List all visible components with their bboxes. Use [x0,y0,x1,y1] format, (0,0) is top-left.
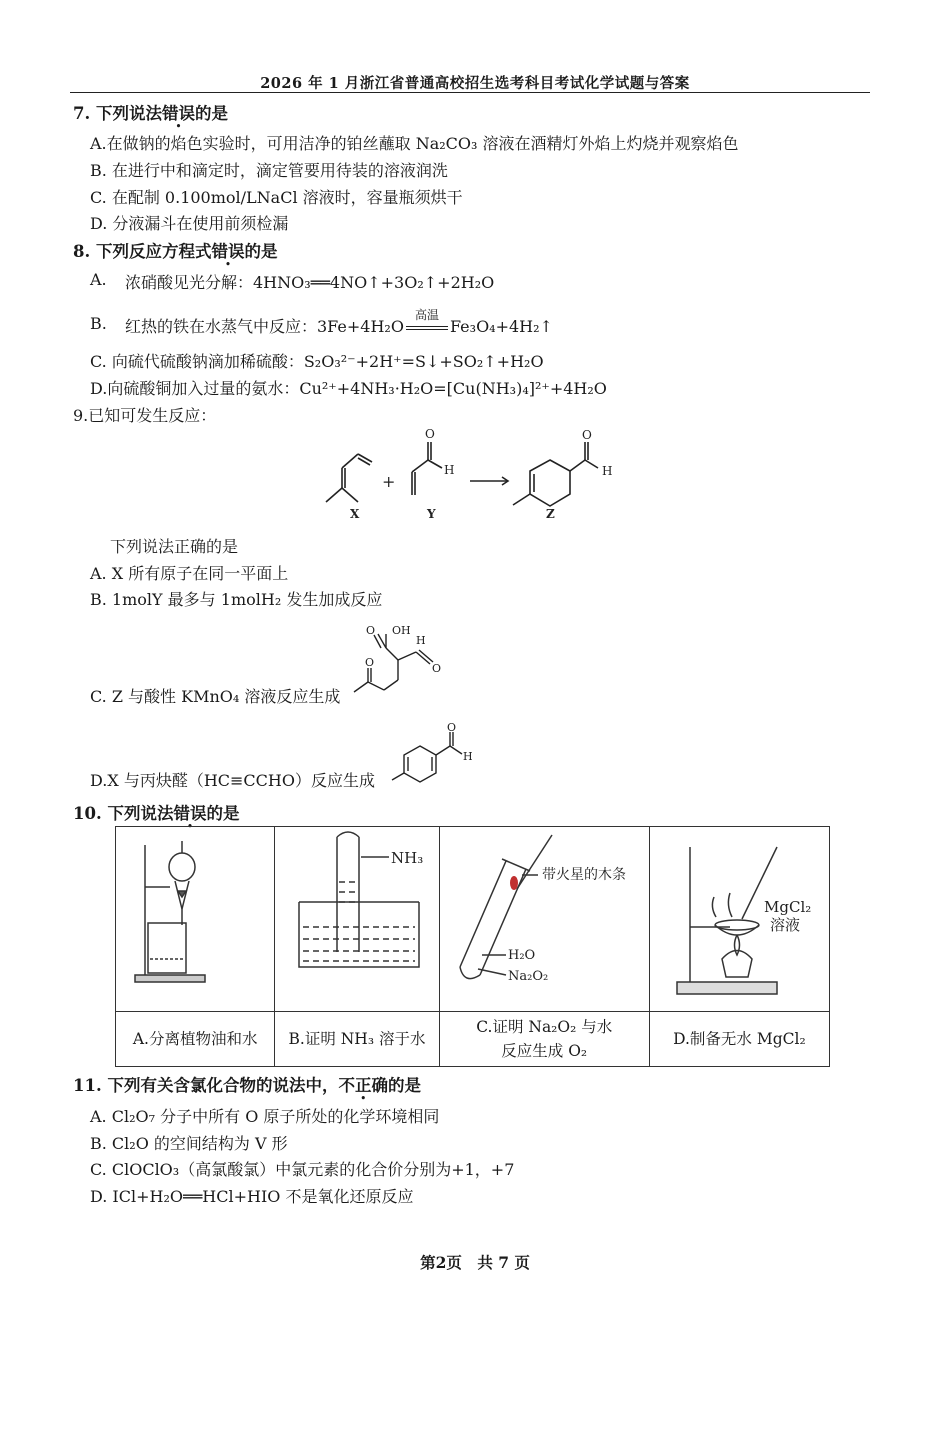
z-ring [530,460,570,506]
page-header: 2026 年 1 月浙江省普通高校招生选考科目考试化学试题与答案 [260,75,690,92]
q9-prompt: 下列说法正确的是 [110,537,239,556]
q7-option-b: B. 在进行中和滴定时，滴定管要用待装的溶液润洗 [90,161,448,180]
svg-text:O: O [366,624,376,637]
splint-label: 带火星的木条 [541,867,626,883]
emphasis-dots: 错误 [211,242,245,261]
svg-text:H: H [416,634,426,647]
y-bond [412,460,428,472]
q7-option-a: A.在做钠的焰色实验时，可用洁净的铂丝蘸取 Na₂CO₃ 溶液在酒精灯外焰上灼烧并观察焰色 [90,134,739,153]
caption-d: D.制备无水 MgCl₂ [649,1012,829,1067]
label-z: Z [546,507,555,521]
caption-a: A.分离植物油和水 [116,1012,275,1067]
x-bond [326,488,342,502]
question-11-stem: 11. 下列有关含氯化合物的说法中，不正确的是 [73,1076,421,1095]
solution-label: 溶液 [769,916,800,934]
q9-option-c: C. Z 与酸性 KMnO₄ 溶液反应生成 [90,687,341,706]
x-bond [342,454,358,468]
q7-option-c: C. 在配制 0.100mol/LNaCl 溶液时，容量瓶须烘干 [90,188,463,207]
emphasis-dots: 错误 [173,804,207,823]
apparatus-d-image [649,827,829,1012]
apparatus-c-image [439,827,649,1012]
label-y: Y [427,507,436,521]
reaction-scheme-svg [300,420,640,532]
q9-option-b: B. 1molY 最多与 1molH₂ 发生加成反应 [90,590,383,609]
page-footer: 第2页 共 7 页 [420,1253,530,1272]
reaction-arrow-condition: 高温 [404,317,450,336]
q7-option-d: D. 分液漏斗在使用前须检漏 [90,214,289,233]
label-o: O [425,427,435,441]
nh3-tube-illustration [279,827,434,1007]
svg-text:H: H [463,750,473,763]
nh3-label: NH₃ [391,849,424,867]
q8-option-a: 浓硝酸见光分解：4HNO₃══4NO↑+3O₂↑+2H₂O [125,273,495,292]
q9-option-a: A. X 所有原子在同一平面上 [90,564,289,583]
label-x: X [350,507,360,521]
option-d-structure-svg [390,720,480,790]
svg-text:O: O [432,662,442,675]
svg-text:O: O [447,721,457,734]
svg-text:O: O [365,656,375,669]
na2o2-label: Na₂O₂ [507,969,548,984]
q11-option-c: C. ClOClO₃（高氯酸氯）中氯元素的化合价分别为+1，+7 [90,1160,515,1179]
q11-option-b: B. Cl₂O 的空间结构为 V 形 [90,1134,288,1153]
q8-option-b: 红热的铁在水蒸气中反应：3Fe+4H₂O 高温 Fe₃O₄+4H₂↑ [125,308,553,336]
label-o: O [582,428,592,442]
x-bond [358,454,372,462]
mgcl2-label: MgCl₂ [763,898,812,916]
q8-option-a-label: A. [90,270,107,289]
label-h: H [602,464,613,478]
y-bond [428,460,442,468]
test-tube-splint-illustration [442,827,647,1007]
evaporation-illustration [652,827,827,1007]
plus-sign: + [382,472,396,491]
caption-b: B.证明 NH₃ 溶于水 [275,1012,439,1067]
z-bond [585,460,598,468]
z-methyl [513,494,530,505]
q8-option-d: D.向硫酸铜加入过量的氨水：Cu²⁺+4NH₃·H₂O=[Cu(NH₃)₄]²⁺+4H₂O [90,379,607,398]
q11-option-a: A. Cl₂O₇ 分子中所有 O 原子所处的化学环境相同 [90,1107,440,1126]
apparatus-a-image [116,827,275,1012]
question-10-stem: 10. 下列说法错误的是 [73,804,240,823]
question-8-stem: 8. 下列反应方程式错误的是 [73,242,278,261]
q8-option-b-label: B. [90,314,107,333]
emphasis-dots: 不正确 [338,1076,388,1095]
apparatus-b-image [275,827,439,1012]
z-bond [570,460,585,471]
q8-option-c: C. 向硫代硫酸钠滴加稀硫酸：S₂O₃²⁻+2H⁺=S↓+SO₂↑+H₂O [90,352,544,371]
question-9-stem: 9.已知可发生反应： [73,406,217,425]
glowing-ember [510,876,518,890]
caption-c: C.证明 Na₂O₂ 与水 反应生成 O₂ [439,1012,649,1067]
x-bond [342,488,358,502]
header-rule [70,92,870,93]
q9-option-d: D.X 与丙炔醛（HC≡CCHO）反应生成 [90,771,375,790]
separatory-funnel-illustration [120,827,270,1007]
apparatus-table [115,826,830,1067]
h2o-label: H₂O [507,948,535,963]
question-7-stem: 7. 下列说法错误的是 [73,104,228,123]
option-c-structure-svg [350,618,450,703]
svg-text:OH: OH [392,624,411,637]
q11-option-d: D. ICl+H₂O══HCl+HIO 不是氧化还原反应 [90,1187,414,1206]
label-h: H [444,463,455,477]
emphasis-dots: 错误 [161,104,195,123]
